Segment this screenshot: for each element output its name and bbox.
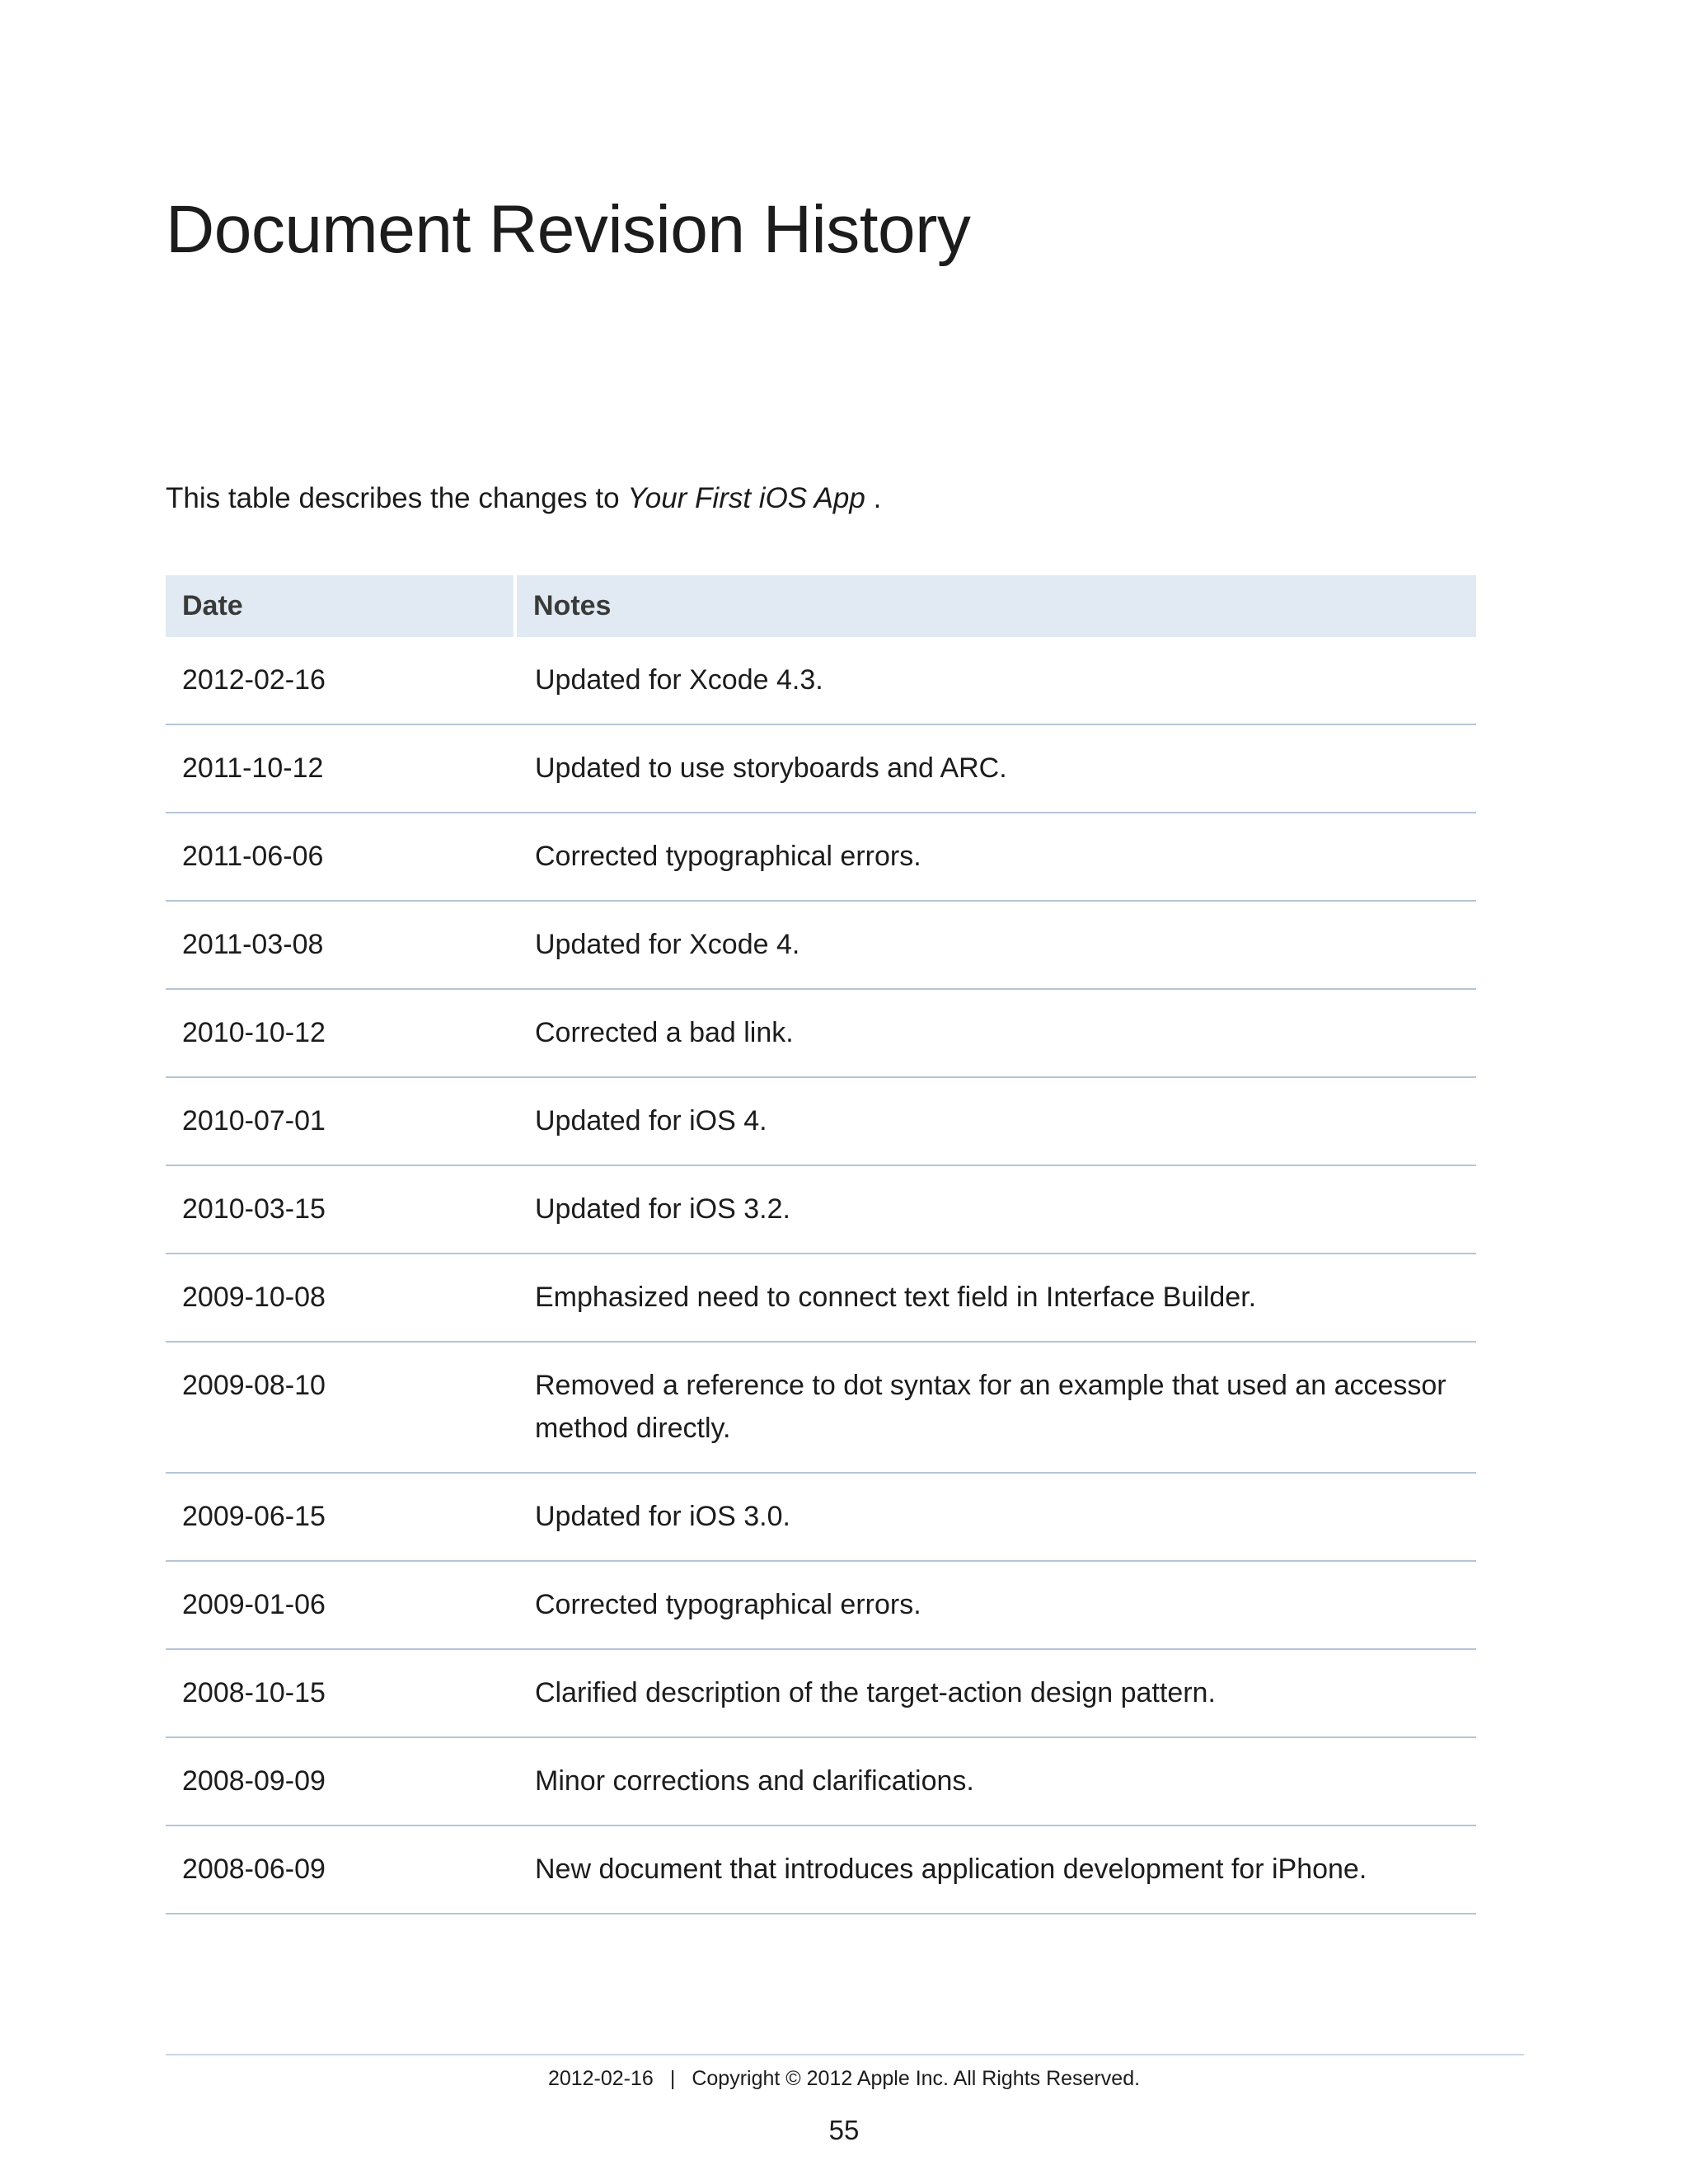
intro-suffix: . (865, 482, 882, 514)
revision-date: 2010-10-12 (166, 989, 515, 1077)
revision-notes: Updated to use storyboards and ARC. (515, 724, 1476, 813)
table-header-row (166, 575, 1476, 637)
table-row (166, 1473, 1476, 1561)
table-row (166, 901, 1476, 989)
revision-notes: Removed a reference to dot syntax for an example that used an accessor method directly. (515, 1342, 1476, 1473)
intro-text (166, 482, 881, 515)
revision-notes: Updated for iOS 3.2. (515, 1165, 1476, 1254)
table-row (166, 1077, 1476, 1165)
revision-date: 2009-01-06 (166, 1561, 515, 1649)
table-row (166, 813, 1476, 901)
revision-notes: Updated for iOS 4. (515, 1077, 1476, 1165)
footer-date: 2012-02-16 (547, 2067, 654, 2090)
table-row (166, 724, 1476, 813)
revision-date: 2009-10-08 (166, 1254, 515, 1342)
column-header-notes: Notes (515, 575, 1476, 637)
intro-prefix: This table describes the changes to (166, 482, 628, 514)
page-title: Document Revision History (166, 192, 971, 267)
table-row (166, 637, 1476, 724)
table-row (166, 989, 1476, 1077)
revision-date: 2011-06-06 (166, 813, 515, 901)
revision-date: 2008-10-15 (166, 1649, 515, 1737)
revision-date: 2010-07-01 (166, 1077, 515, 1165)
table-row (166, 1649, 1476, 1737)
footer (0, 2067, 1688, 2091)
revision-date: 2009-06-15 (166, 1473, 515, 1561)
revision-history-table (166, 575, 1476, 1915)
document-title-reference: Your First iOS App (627, 482, 865, 514)
revision-notes: Emphasized need to connect text field in Interface Builder. (515, 1254, 1476, 1342)
table-row (166, 1165, 1476, 1254)
revision-date: 2009-08-10 (166, 1342, 515, 1473)
revision-date: 2008-06-09 (166, 1825, 515, 1914)
page-number: 55 (828, 2115, 860, 2145)
revision-notes: Clarified description of the target-action design pattern. (515, 1649, 1476, 1737)
footer-copyright: Copyright © 2012 Apple Inc. All Rights Reserved. (692, 2067, 1141, 2090)
revision-date: 2012-02-16 (166, 637, 515, 724)
table-row (166, 1254, 1476, 1342)
revision-notes: Minor corrections and clarifications. (515, 1737, 1476, 1825)
column-header-date: Date (166, 575, 515, 637)
table-body (166, 637, 1476, 1914)
revision-notes: Updated for iOS 3.0. (515, 1473, 1476, 1561)
table-header (166, 575, 1476, 637)
revision-notes: Corrected typographical errors. (515, 1561, 1476, 1649)
revision-notes: Updated for Xcode 4. (515, 901, 1476, 989)
table-row (166, 1825, 1476, 1914)
revision-notes: New document that introduces application development for iPhone. (515, 1825, 1476, 1914)
footer-separator: | (669, 2067, 676, 2090)
table-row (166, 1342, 1476, 1473)
revision-date: 2011-03-08 (166, 901, 515, 989)
revision-notes: Corrected a bad link. (515, 989, 1476, 1077)
revision-date: 2011-10-12 (166, 724, 515, 813)
table-row (166, 1561, 1476, 1649)
table-row (166, 1737, 1476, 1825)
footer-divider (166, 2054, 1524, 2055)
revision-date: 2008-09-09 (166, 1737, 515, 1825)
revision-notes: Corrected typographical errors. (515, 813, 1476, 901)
revision-date: 2010-03-15 (166, 1165, 515, 1254)
revision-notes: Updated for Xcode 4.3. (515, 637, 1476, 724)
